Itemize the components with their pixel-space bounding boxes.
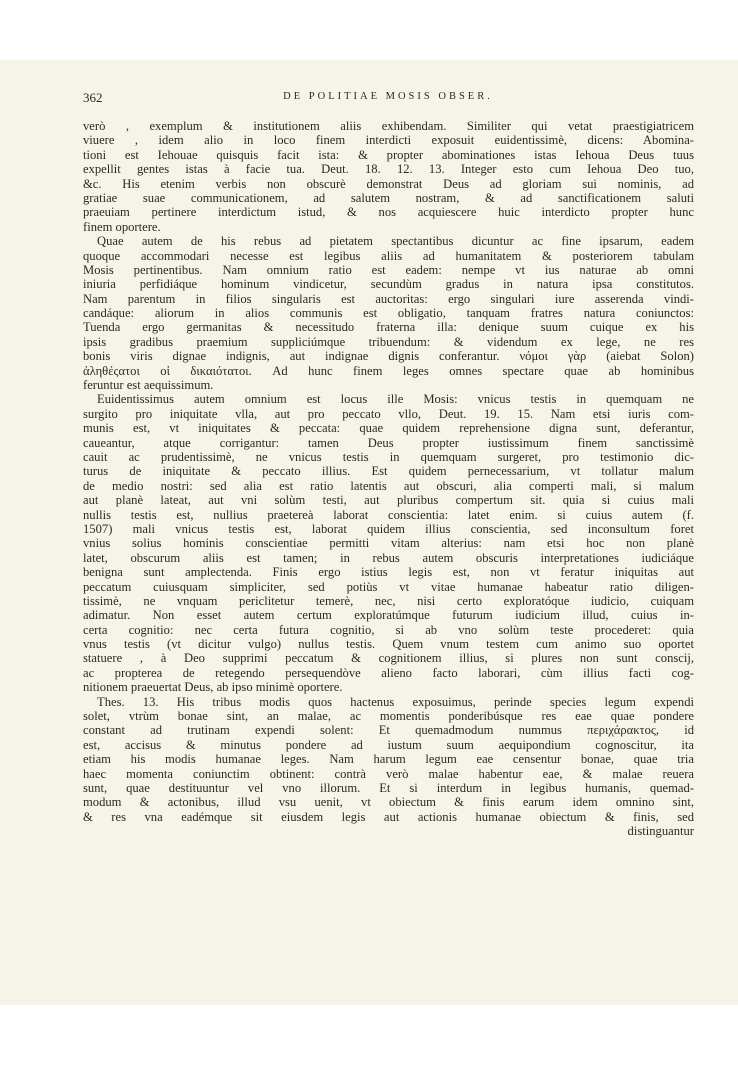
text-line: praeuiam pertinere interdictum istud, & nos acquiescere huic interdicto propter hunc (83, 205, 694, 220)
text-line: Nam parentum in filios singularis est auctoritas: ergo singulari iure asserenda vindi- (83, 291, 694, 306)
text-line: quoque accommodari necesse est legibus aliis ad humanitatem & posteriorem tabulam (83, 248, 694, 263)
text-line: verò , exemplum & institutionem aliis exhibendam. Similiter qui vetat praestigiatricem (83, 119, 694, 133)
page-number: 362 (83, 90, 103, 105)
text-line: Thes. 13. His tribus modis quos hactenus exposuimus, perinde species legum expendi (97, 694, 694, 709)
text-line: aut planè lateat, aut vni solùm testi, aut pluribus compertum sit. quia si cuius mali (83, 493, 694, 508)
text-line: de medio nostri: sed alia est ratio latentis aut obscuri, alia comperti mali, si malum (83, 478, 694, 493)
text-line: haec momenta coniunctim obtinent: contrà verò malae habentur eae, & malae reuera (83, 766, 694, 781)
text-line: iniuria perfidiáque hominum vindicetur, secundùm gradus in natura ipsa constitutos. (83, 277, 694, 292)
text-line: ac propterea de retegendo persequendòve alieno facto laborari, cùm illius facti cog- (83, 665, 694, 680)
text-line: caueantur, atque corrigantur: tamen Deus propter iustissimum finem sanctissimè (83, 435, 694, 450)
text-line: constant ad trutinam expendi solent: Et quemadmodum nummus περιχάρακτος, id (83, 723, 694, 738)
book-page (0, 60, 738, 1005)
text-line: Euidentissimus autem omnium est locus ille Mosis: vnicus testis in quemquam ne (97, 392, 694, 407)
text-line: ipsis gradibus praemium suppliciúmque tribuendum: & videndum ex lege, ne res (83, 334, 694, 349)
text-line: nitionem praeuertat Deus, ab ipso minimè oportere. (83, 680, 343, 695)
text-line: etiam his modis humanae leges. Nam harum legum eae censentur bonae, quae tria (83, 752, 694, 767)
text-line: tissimè, ne vnquam periclitetur temerè, nec, nisi certo exploratóque iudicio, cuiquam (83, 593, 694, 608)
text-line: 1507) mali vnicus testis est, laborat quidem illius conscientia, sed inconsultum foret (83, 521, 694, 536)
text-line: sunt, quae destituuntur vel vno illorum. Et si interdum in legibus humanis, quemad- (83, 780, 694, 795)
text-line: benigna sunt amplectenda. Finis ergo istius legis est, non vt feratur iniquitas aut (83, 565, 694, 580)
running-head: DE POLITIAE MOSIS OBSER. (283, 91, 493, 102)
text-line: ἀληθέςατοι οἱ δικαιότατοι. Ad hunc finem leges omnes spectare quae ab hominibus (83, 363, 694, 378)
text-line: statuere , à Deo supprimi peccatum & cognitionem illius, si plures non sunt conscij, (83, 651, 694, 666)
text-line: turus de iniquitate & peccato illius. Est quidem pernecessarium, vt tollatur malum (83, 464, 694, 479)
text-line: certa cognitio: nec certa futura cognitio, si ab vno solùm teste procederet: quia (83, 622, 694, 637)
text-line: nullis testis est, nullius praetereà laborat conscientia: latet enim. si cuius autem (f. (83, 507, 694, 522)
text-line: latet, obscurum aliis est tamen; in rebus autem obscuris interpretationes iudiciáque (83, 550, 694, 565)
text-line: & res vna eadémque sit eiusdem legis aut actionis humanae obiectum & finis, sed (83, 809, 694, 824)
text-line: cauit ac prudentissimè, ne vnicus testis in quemquam surgeret, pro testimonio dic- (83, 449, 694, 464)
text-line: munis est, vt iniquitates & peccata: quae quidem reprehensione digna sunt, deferantur, (83, 421, 694, 436)
text-line: peccatum cuiusquam simpliciter, sed potiùs vt vitae humanae habeatur ratio diligen- (83, 579, 694, 594)
text-line: Quae autem de his rebus ad pietatem spectantibus dicuntur ac fine ipsarum, eadem (97, 234, 694, 249)
text-line: Mosis pertinentibus. Nam omnium ratio est eadem: nempe vt ius naturae ab omni (83, 262, 694, 277)
catchword: distinguantur (627, 824, 694, 839)
text-line: feruntur est aequissimum. (83, 378, 214, 393)
text-line: &c. His etenim verbis non obscurè demonstrat Deus ad gloriam sui nominis, ad (83, 176, 694, 191)
text-line: adimatur. Non esset autem certum exploratúmque futurum iudicium illud, cuius in- (83, 608, 694, 623)
text-line: modum & actonibus, illud vsu uenit, vt obiectum & finis earum idem omnino sint, (83, 795, 694, 810)
text-line: surgito pro iniquitate vlla, aut pro peccato vllo, Deut. 19. 15. Nam etsi iuris com- (83, 406, 694, 421)
text-line: vnus testis (vt dicitur vulgo) nullus testis. Quem vnum testem cum animo suo oportet (83, 637, 694, 652)
text-line: est, accisus & minutus pondere ad iustum suum aequipondium cognoscitur, ita (83, 737, 694, 752)
text-line: Tuenda ergo germanitas & necessitudo fraterna illa: denique suum cuique ex his (83, 320, 694, 335)
text-line: viuere , idem alio in loco finem interdicti exposuit euidentissimè, dicens: Abomina- (83, 133, 694, 148)
page-header (83, 90, 693, 106)
text-line: gratiae suae communicationem, ad salutem nostram, & ad sanctificationem saluti (83, 190, 694, 205)
text-line: vnius solius hominis conscientiae permitti vitam alterius: nam etsi hoc non planè (83, 536, 694, 551)
text-line: solet, vtrùm bonae sint, an malae, ac momentis ponderibúsque res eae quae pondere (83, 709, 694, 724)
text-line: finem oportere. (83, 219, 161, 234)
text-line: bonis viris dignae indignis, aut indignae dignis conferantur. νόμοι γὰρ (aiebat Solon) (83, 349, 694, 364)
text-line: expellit gentes istas à facie tua. Deut. 18. 12. 13. Integer esto cum Iehoua Deo tuo, (83, 162, 694, 177)
body-text (83, 119, 694, 839)
text-line: candáque: aliorum in alios communis est obligatio, tanquam fratres natura coniunctos: (83, 306, 694, 321)
text-line: tioni est Iehouae quisquis facit ista: & propter abominationes istas Iehoua Deus tuus (83, 147, 694, 162)
